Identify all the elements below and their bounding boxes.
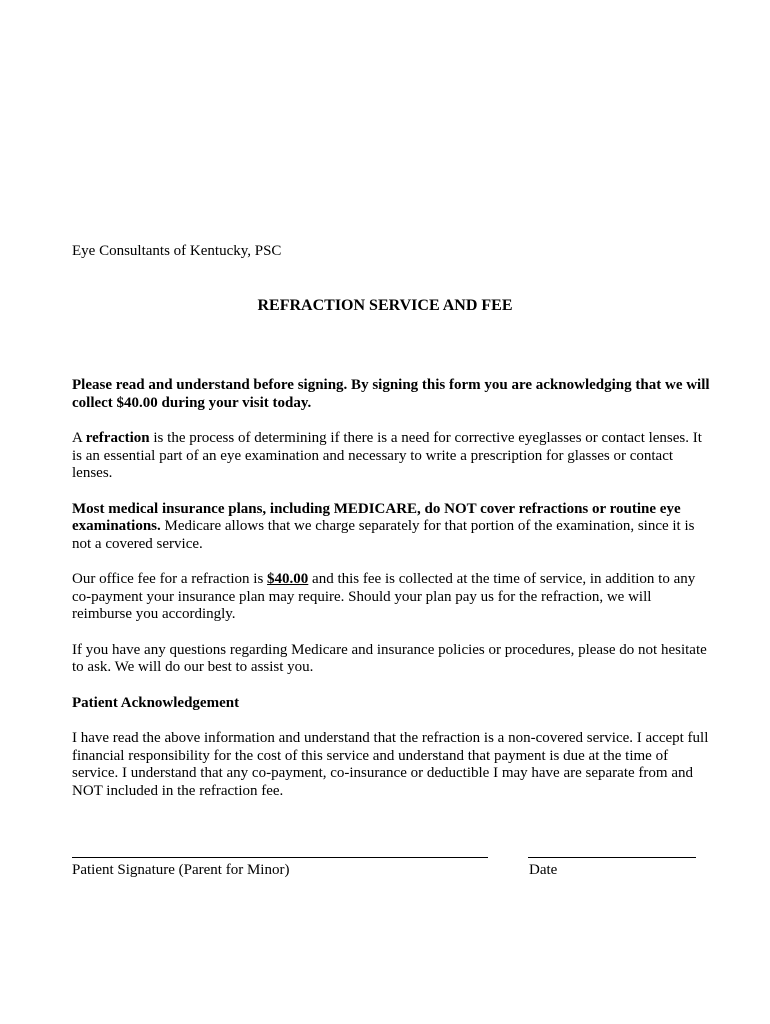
acknowledgement-heading: Patient Acknowledgement <box>72 694 240 711</box>
definition-lead: A <box>72 430 86 446</box>
fee-amount: $40.00 <box>267 571 309 587</box>
refraction-term: refraction <box>85 430 150 446</box>
insurance-coverage-paragraph <box>72 501 712 554</box>
organization-name: Eye Consultants of Kentucky, PSC <box>72 243 282 259</box>
page-title: REFRACTION SERVICE AND FEE <box>257 297 513 314</box>
fee-paragraph <box>72 571 712 624</box>
date-label: Date <box>529 862 558 878</box>
coverage-bold-text: Most medical insurance plans, including MEDICARE, do NOT cover refractions or routine eye examinations. <box>72 500 681 534</box>
date-field[interactable] <box>528 857 696 858</box>
refraction-definition <box>72 430 712 483</box>
patient-signature-field[interactable] <box>72 857 488 858</box>
questions-paragraph: If you have any questions regarding Medicare and insurance policies or procedures, please do not hesitate to ask. We will do our best to assist you. <box>72 641 707 675</box>
patient-signature-label: Patient Signature (Parent for Minor) <box>72 862 290 878</box>
fee-lead: Our office fee for a refraction is <box>72 571 268 587</box>
fee-text: and this fee is collected at the time of service, in addition to any co-payment your insurance plan may require. Should your plan pay us for the refraction, we will reimburse you accordingly. <box>72 571 696 622</box>
acknowledgement-text: I have read the above information and understand that the refraction is a non-covered service. I accept full financial responsibility for the cost of this service and understand that payment is due at the time of service. I understand that any co-payment, co-insurance or deductible I may have are separate from and NOT included in the refraction fee. <box>72 730 709 799</box>
coverage-text: Medicare allows that we charge separately for that portion of the examination, since it is not a covered service. <box>72 518 695 552</box>
definition-text: is the process of determining if there is a need for corrective eyeglasses or contact lenses. It is an essential part of an eye examination and necessary to write a prescription for glasses or contact lenses. <box>72 430 702 481</box>
form-body <box>72 377 712 818</box>
intro-notice: Please read and understand before signing. By signing this form you are acknowledging that we will collect $40.00 during your visit today. <box>72 377 710 411</box>
